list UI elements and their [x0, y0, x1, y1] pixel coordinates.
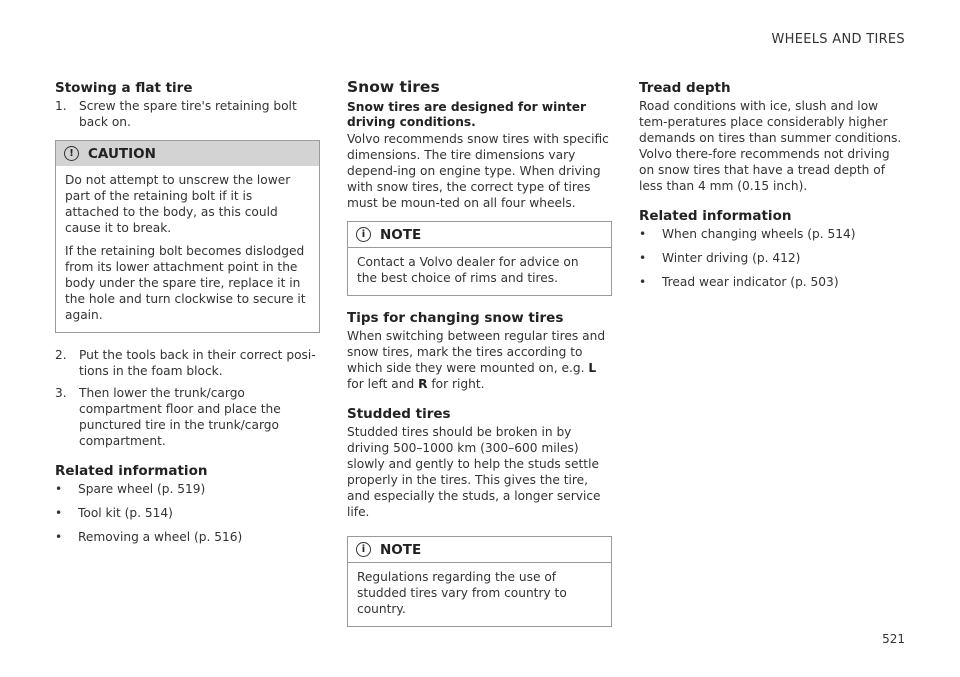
note-body: [348, 563, 611, 626]
related-link[interactable]: [55, 505, 320, 521]
heading-snow-tires: Snow tires: [347, 78, 440, 96]
section-header: WHEELS AND TIRES: [771, 32, 905, 47]
related-link-text: Tool kit (p. 514): [78, 506, 173, 520]
related-link-text: Tread wear indicator (p. 503): [662, 275, 839, 289]
related-link[interactable]: [639, 226, 904, 242]
tips-paragraph: When switching between regular tires and snow tires, mark the tires according to which side they were mounted on, e.g. L for left and R for right.: [347, 329, 606, 391]
intro-paragraph: Volvo recommends snow tires with specific dimensions. The tire dimensions vary depend-ing on engine type. When driving with snow tires, the correct type of tires must be moun-ted on all four wheels.: [347, 132, 609, 210]
heading-studded-tires: Studded tires: [347, 406, 451, 422]
tread-depth-paragraph: Road conditions with ice, slush and low tem-peratures place considerably higher demands on tires than summer conditions. Volvo there-fore recommends not driving on snow tires that have a tread depth of less than 4 mm (0.15 inch).: [639, 99, 902, 193]
studded-paragraph: Studded tires should be broken in by driving 500–1000 km (300–600 miles) slowly and gently to help the studs settle properly in the tires. This gives the tire, and especially the studs, a longer service life.: [347, 425, 601, 519]
bullet-icon: •: [55, 530, 63, 544]
column-stowing-flat-tire: [55, 80, 320, 553]
bullet-icon: •: [55, 482, 63, 496]
note-header: [348, 537, 611, 563]
column-tread-depth: [639, 80, 904, 298]
heading-tread-depth: Tread depth: [639, 80, 731, 96]
related-link[interactable]: [639, 274, 904, 290]
note-label: NOTE: [380, 541, 422, 558]
step-text: Then lower the trunk/cargo compartment floor and place the punctured tire in the trunk/cargo compartment.: [79, 386, 281, 448]
step-text: Screw the spare tire's retaining bolt back on.: [79, 99, 297, 129]
step-number: 3.: [55, 386, 67, 400]
step-1: [55, 98, 320, 130]
note-text: Contact a Volvo dealer for advice on the best choice of rims and tires.: [357, 255, 579, 285]
note-box: [347, 536, 612, 627]
caution-paragraph: If the retaining bolt becomes dislodged from its lower attachment point in the body under the spare tire, replace it in the hole and turn clockwise to secure it again.: [65, 244, 306, 322]
heading-related-information: Related information: [55, 463, 208, 479]
caution-body: [56, 166, 319, 332]
heading-tips-changing-snow-tires: Tips for changing snow tires: [347, 310, 564, 326]
related-link[interactable]: [639, 250, 904, 266]
step-3: [55, 385, 320, 449]
note-box: [347, 221, 612, 296]
info-icon: i: [356, 227, 371, 242]
bullet-icon: •: [639, 251, 647, 265]
page-number: 521: [882, 632, 905, 646]
caution-icon: !: [64, 146, 79, 161]
caution-label: CAUTION: [88, 145, 156, 162]
column-snow-tires: [347, 80, 612, 627]
info-icon: i: [356, 542, 371, 557]
note-text: Regulations regarding the use of studded tires vary from country to country.: [357, 570, 567, 616]
note-body: [348, 248, 611, 295]
heading-stowing-flat-tire: Stowing a flat tire: [55, 80, 193, 96]
subtitle: Snow tires are designed for winter driving conditions.: [347, 100, 587, 129]
right-marker: R: [418, 377, 428, 391]
bullet-icon: •: [639, 275, 647, 289]
step-text: Put the tools back in their correct posi-tions in the foam block.: [79, 348, 316, 378]
related-link-text: Spare wheel (p. 519): [78, 482, 206, 496]
step-number: 2.: [55, 348, 67, 362]
note-label: NOTE: [380, 226, 422, 243]
caution-box: [55, 140, 320, 333]
step-2: [55, 347, 320, 379]
related-link-text: When changing wheels (p. 514): [662, 227, 856, 241]
bullet-icon: •: [55, 506, 63, 520]
related-link-text: Removing a wheel (p. 516): [78, 530, 243, 544]
related-link[interactable]: [55, 529, 320, 545]
caution-header: [56, 141, 319, 166]
heading-related-information: Related information: [639, 208, 792, 224]
related-link[interactable]: [55, 481, 320, 497]
note-header: [348, 222, 611, 248]
left-marker: L: [588, 361, 597, 375]
related-link-text: Winter driving (p. 412): [662, 251, 801, 265]
step-number: 1.: [55, 99, 67, 113]
caution-paragraph: Do not attempt to unscrew the lower part of the retaining bolt if it is attached to the body, as this could cause it to break.: [65, 173, 291, 235]
bullet-icon: •: [639, 227, 647, 241]
